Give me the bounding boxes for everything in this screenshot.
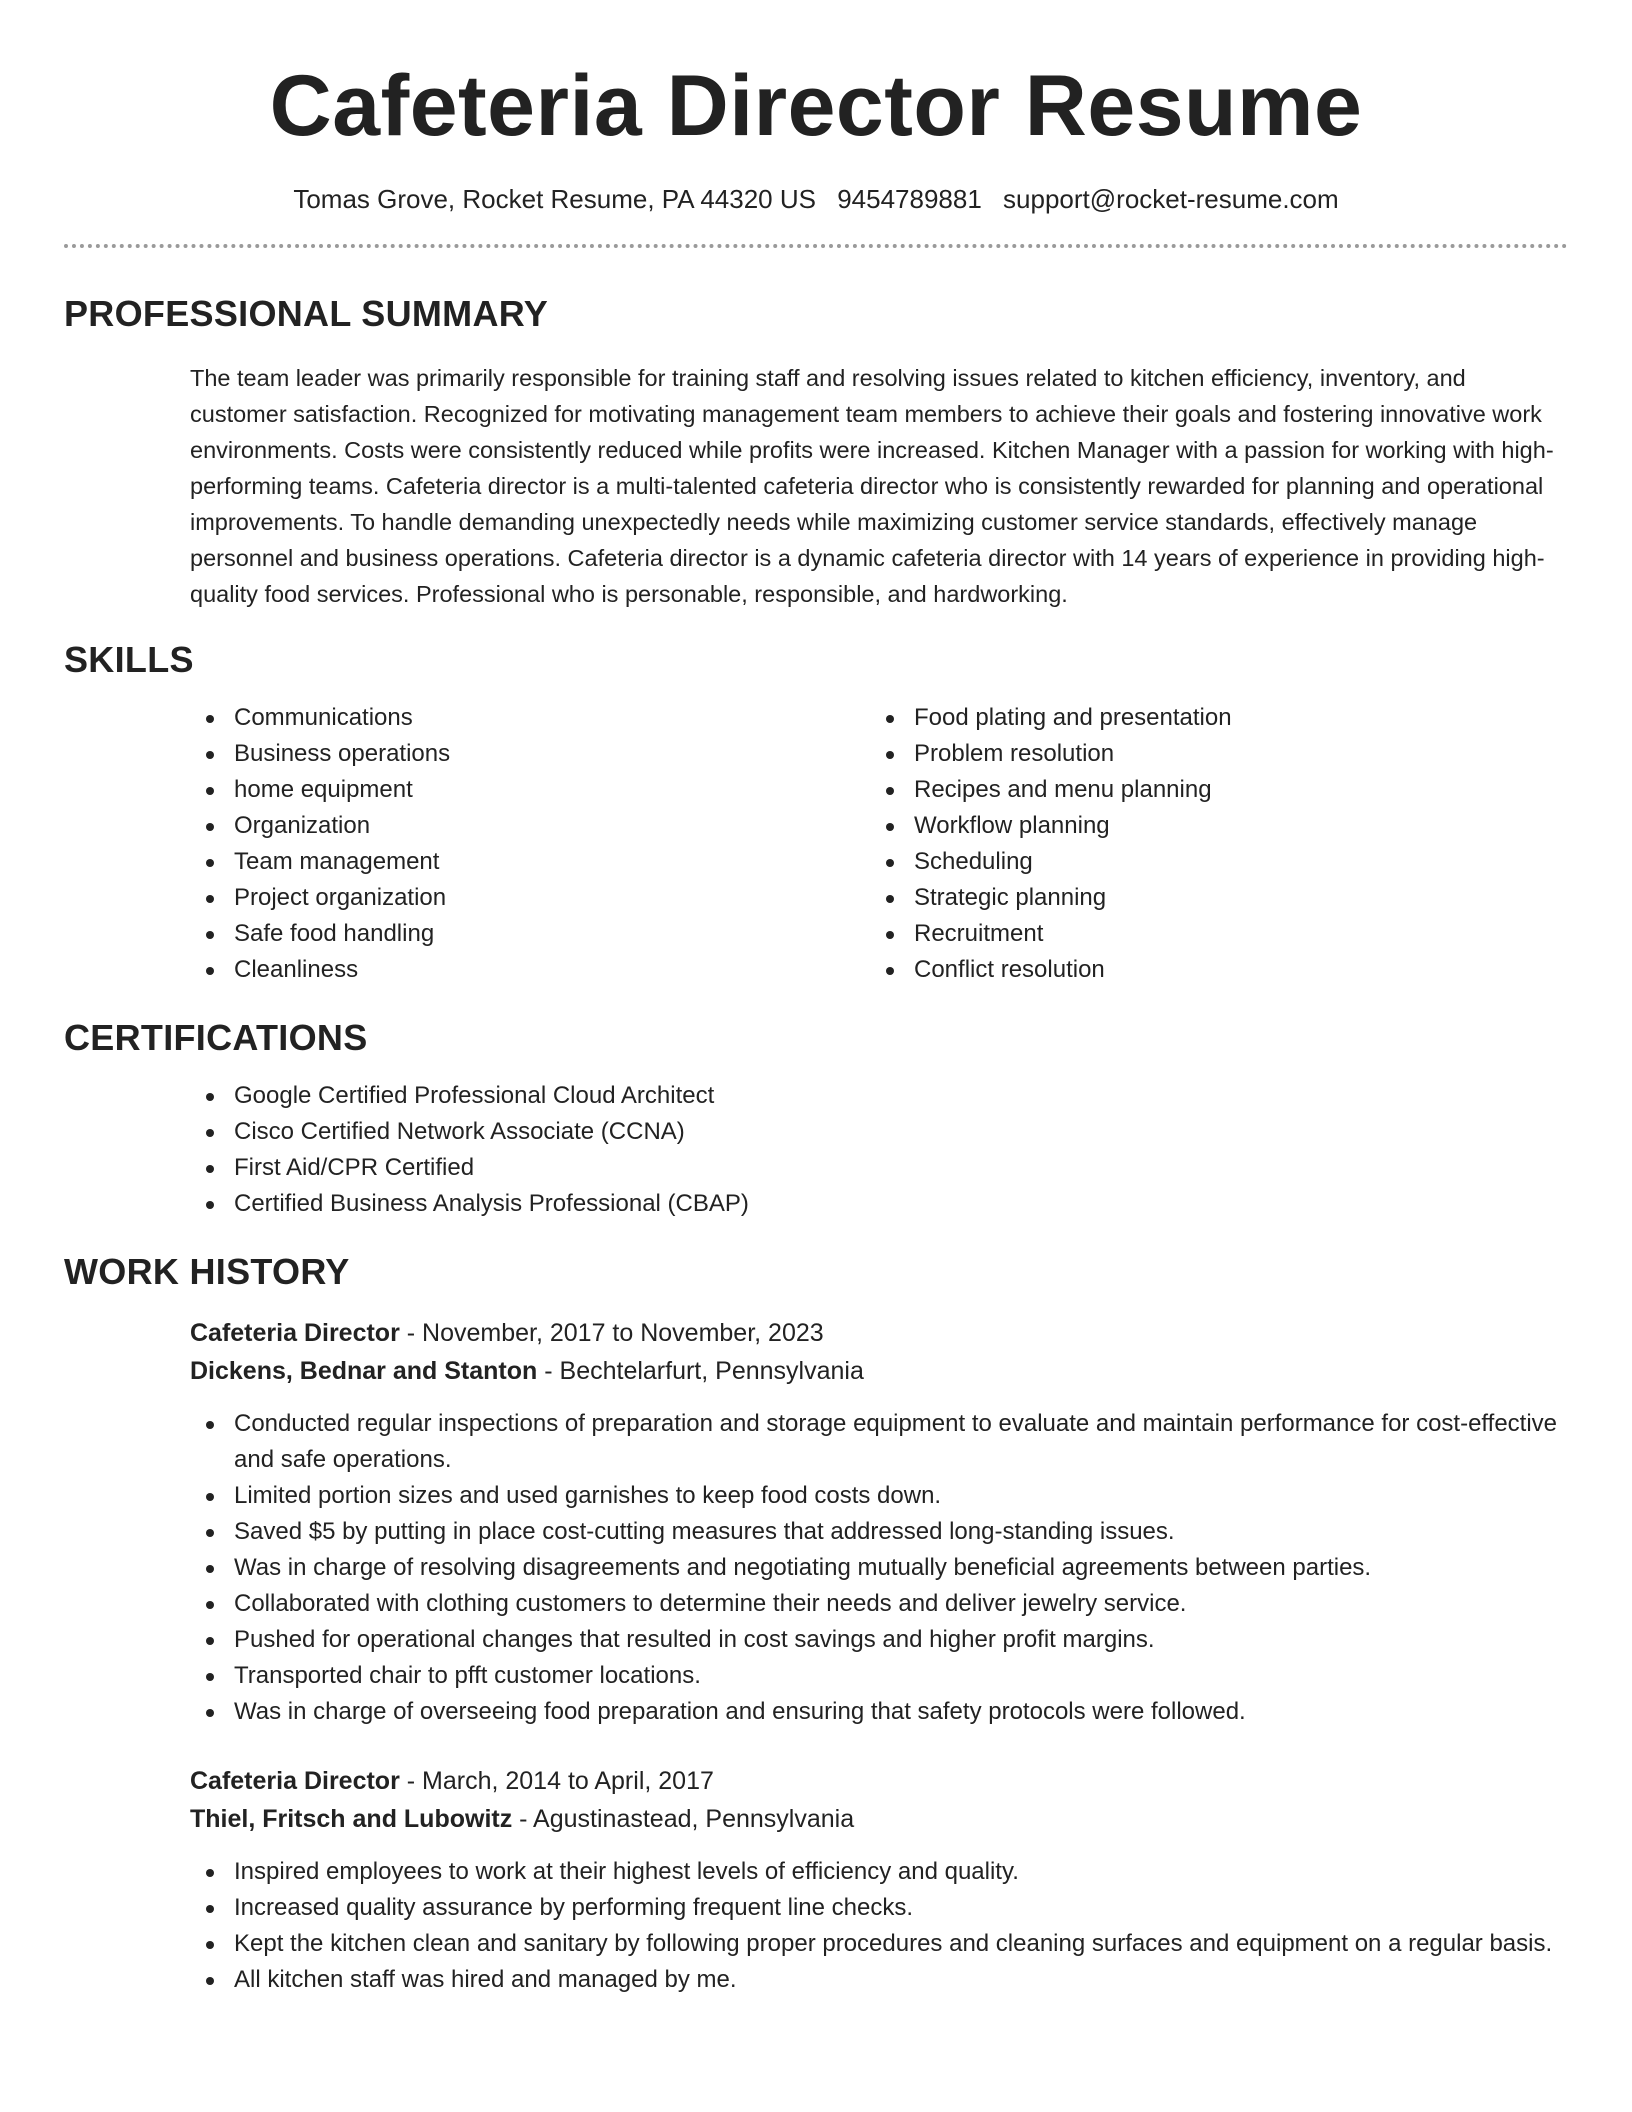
list-item: Was in charge of resolving disagreements and negotiating mutually beneficial agreements between parties. bbox=[190, 1550, 1590, 1586]
job-company: Dickens, Bednar and Stanton bbox=[190, 1357, 538, 1385]
job-company: Thiel, Fritsch and Lubowitz bbox=[190, 1805, 513, 1833]
skills-section bbox=[64, 638, 1568, 988]
job-dates: - March, 2014 to April, 2017 bbox=[399, 1767, 714, 1795]
resume-page bbox=[64, 0, 1568, 1998]
summary-heading: PROFESSIONAL SUMMARY bbox=[64, 293, 549, 334]
list-item: First Aid/CPR Certified bbox=[190, 1150, 1568, 1186]
list-item: Recipes and menu planning bbox=[870, 772, 1550, 808]
list-item: Strategic planning bbox=[870, 880, 1550, 916]
list-item: Google Certified Professional Cloud Architect bbox=[190, 1078, 1568, 1114]
list-item: Business operations bbox=[190, 736, 870, 772]
list-item: Conducted regular inspections of preparation and storage equipment to evaluate and maintain performance for cost-effective and safe operations. bbox=[190, 1406, 1590, 1478]
contact-line bbox=[64, 182, 1568, 216]
job-bullets bbox=[190, 1854, 1590, 1998]
job-bullets bbox=[190, 1406, 1590, 1730]
job-dates: - November, 2017 to November, 2023 bbox=[399, 1319, 824, 1347]
header-divider bbox=[64, 244, 1568, 248]
list-item: Project organization bbox=[190, 880, 870, 916]
job-company-line bbox=[190, 1800, 1568, 1838]
list-item: Food plating and presentation bbox=[870, 700, 1550, 736]
list-item: Organization bbox=[190, 808, 870, 844]
contact-address: Tomas Grove, Rocket Resume, PA 44320 US bbox=[293, 184, 816, 214]
list-item: Pushed for operational changes that resulted in cost savings and higher profit margins. bbox=[190, 1622, 1590, 1658]
job-entry bbox=[64, 1762, 1568, 1998]
job-company-line bbox=[190, 1352, 1568, 1390]
summary-section bbox=[64, 292, 1568, 612]
list-item: Increased quality assurance by performing frequent line checks. bbox=[190, 1890, 1590, 1926]
job-title: Cafeteria Director bbox=[190, 1319, 400, 1347]
list-item: Workflow planning bbox=[870, 808, 1550, 844]
list-item: Communications bbox=[190, 700, 870, 736]
list-item: home equipment bbox=[190, 772, 870, 808]
list-item: Problem resolution bbox=[870, 736, 1550, 772]
list-item: Team management bbox=[190, 844, 870, 880]
skills-left-list bbox=[190, 700, 870, 988]
contact-phone: 9454789881 bbox=[837, 184, 982, 214]
list-item: Saved $5 by putting in place cost-cutting measures that addressed long-standing issues. bbox=[190, 1514, 1590, 1550]
list-item: Conflict resolution bbox=[870, 952, 1550, 988]
job-title-line bbox=[190, 1762, 1568, 1800]
list-item: Kept the kitchen clean and sanitary by following proper procedures and cleaning surfaces and equipment on a regular basis. bbox=[190, 1926, 1590, 1962]
skills-heading: SKILLS bbox=[64, 639, 194, 680]
list-item: Certified Business Analysis Professional (CBAP) bbox=[190, 1186, 1568, 1222]
list-item: Limited portion sizes and used garnishes to keep food costs down. bbox=[190, 1478, 1590, 1514]
list-item: Collaborated with clothing customers to determine their needs and deliver jewelry service. bbox=[190, 1586, 1590, 1622]
job-title: Cafeteria Director bbox=[190, 1767, 400, 1795]
job-location: - Agustinastead, Pennsylvania bbox=[512, 1805, 855, 1833]
list-item: Transported chair to pfft customer locations. bbox=[190, 1658, 1590, 1694]
certifications-heading: CERTIFICATIONS bbox=[64, 1017, 368, 1058]
summary-text: The team leader was primarily responsible for training staff and resolving issues related to kitchen efficiency, inventory, and customer satisfaction. Recognized for motivating management team members to achieve their goals and fostering innovative work environments. Costs were consistently reduced while profits were increased. Kitchen Manager with a passion for working with high-performing teams. Cafeteria director is a multi-talented cafeteria director who is consistently rewarded for planning and operational improvements. To handle demanding unexpectedly needs while maximizing customer service standards, effectively manage personnel and business operations. Cafeteria director is a dynamic cafeteria director with 14 years of experience in providing high-quality food services. Professional who is personable, responsible, and hardworking. bbox=[190, 365, 1554, 607]
work-history-heading: WORK HISTORY bbox=[64, 1251, 350, 1292]
skills-right-list bbox=[870, 700, 1550, 988]
list-item: All kitchen staff was hired and managed by me. bbox=[190, 1962, 1590, 1998]
list-item: Recruitment bbox=[870, 916, 1550, 952]
job-entry bbox=[64, 1314, 1568, 1730]
certifications-section bbox=[64, 1016, 1568, 1222]
contact-email: support@rocket-resume.com bbox=[1003, 184, 1339, 214]
resume-title: Cafeteria Director Resume bbox=[269, 58, 1363, 154]
job-title-line bbox=[190, 1314, 1568, 1352]
work-history-section bbox=[64, 1250, 1568, 1998]
certifications-list bbox=[190, 1078, 1568, 1222]
list-item: Cleanliness bbox=[190, 952, 870, 988]
list-item: Was in charge of overseeing food preparation and ensuring that safety protocols were followed. bbox=[190, 1694, 1590, 1730]
job-location: - Bechtelarfurt, Pennsylvania bbox=[537, 1357, 864, 1385]
list-item: Safe food handling bbox=[190, 916, 870, 952]
list-item: Inspired employees to work at their highest levels of efficiency and quality. bbox=[190, 1854, 1590, 1890]
list-item: Scheduling bbox=[870, 844, 1550, 880]
skills-grid bbox=[190, 700, 1568, 988]
list-item: Cisco Certified Network Associate (CCNA) bbox=[190, 1114, 1568, 1150]
